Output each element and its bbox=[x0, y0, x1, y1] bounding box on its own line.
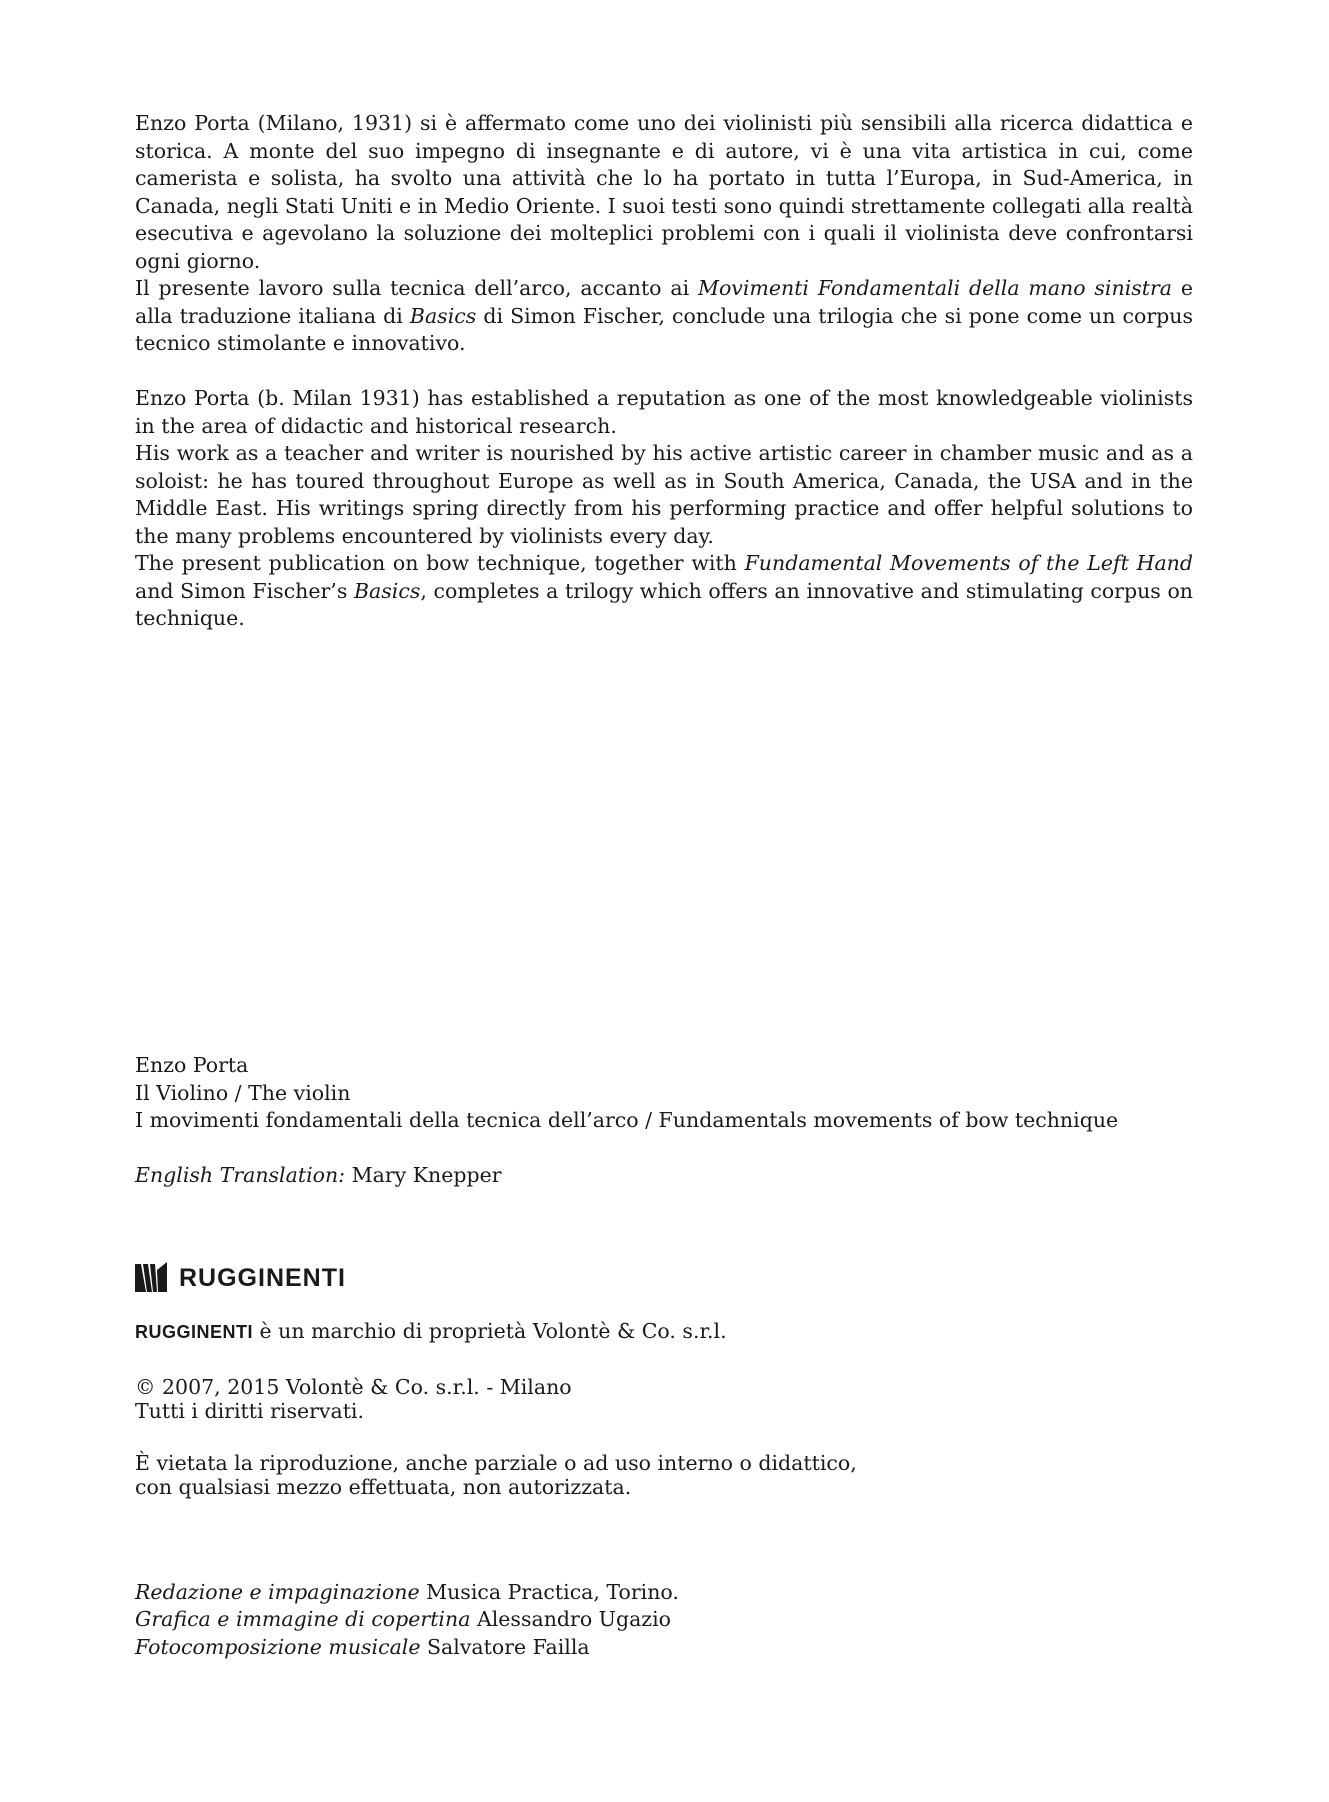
book-title-basics-en: Basics bbox=[353, 578, 421, 603]
copyright-line: © 2007, 2015 Volontè & Co. s.r.l. - Milano bbox=[135, 1374, 572, 1399]
rights-reserved-line: Tutti i diritti riservati. bbox=[135, 1398, 365, 1423]
publisher-name: RUGGINENTI bbox=[179, 1263, 346, 1292]
bio-italian-paragraph-2: Il presente lavoro sulla tecnica dell’arco, accanto ai Movimenti Fondamentali della mano sinistra e alla traduzione italiana di Basics di Simon Fischer, conclude una trilogia che si pone come un corpus tecnico stimolante e innovativo. bbox=[135, 276, 1194, 355]
bio-english-paragraph-3: The present publication on bow technique, together with Fundamental Movements of the Left Hand and Simon Fischer’s Basics, completes a trilogy which offers an innovative and stimulating corpus on technique. bbox=[135, 551, 1193, 630]
credit-title: I movimenti fondamentali della tecnica dell’arco / Fundamentals movements of bow technique bbox=[135, 1108, 1119, 1132]
legal-notice bbox=[135, 1318, 1235, 1661]
credit-series: Il Violino / The violin bbox=[135, 1080, 351, 1105]
credit-author: Enzo Porta bbox=[135, 1053, 249, 1077]
bio-italian-paragraph-1: Enzo Porta (Milano, 1931) si è affermato come uno dei violinisti più sensibili alla ricerca didattica e storica. A monte del suo impegno di insegnante e di autore, vi è una vita artistica in cui, come camerista e solista, ha svolto una attività che lo ha portato in tutta l’Europa, in Sud-America, in Canada, negli Stati Uniti e in Medio Oriente. I suoi testi sono quindi strettamente collegati alla realtà esecutiva e agevolano la soluzione dei molteplici problemi con i quali il violinista deve confrontarsi ogni giorno. bbox=[135, 111, 1193, 273]
book-title-basics-it: Basics bbox=[409, 303, 477, 328]
book-title-left-hand-it: Movimenti Fondamentali della mano sinistra bbox=[697, 276, 1173, 300]
prohibition-line-2: con qualsiasi mezzo effettuata, non autorizzata. bbox=[135, 1474, 632, 1499]
production-music-typesetting: Fotocomposizione musicale Salvatore Failla bbox=[135, 1634, 590, 1659]
bio-english-paragraph-1: Enzo Porta (b. Milan 1931) has established a reputation as one of the most knowledgeable violinists in the area of didactic and historical research. bbox=[135, 386, 1193, 438]
credit-translation: English Translation: Mary Knepper bbox=[135, 1163, 502, 1187]
book-credits bbox=[135, 1052, 1235, 1190]
bio-english-paragraph-2: His work as a teacher and writer is nourished by his active artistic career in chamber music and as a soloist: he has toured throughout Europe as well as in South America, Canada, the USA and in the Middle East. His writings spring directly from his performing practice and offer helpful solutions to the many problems encountered by violinists every day. bbox=[135, 441, 1193, 548]
publisher-brand bbox=[135, 1262, 346, 1294]
production-cover: Grafica e immagine di copertina Alessandro Ugazio bbox=[135, 1607, 671, 1631]
author-biography bbox=[135, 110, 1193, 633]
rugginenti-logo-icon bbox=[135, 1262, 167, 1294]
trademark-notice: RUGGINENTI è un marchio di proprietà Volontè & Co. s.r.l. bbox=[135, 1319, 727, 1343]
book-title-left-hand-en: Fundamental Movements of the Left Hand bbox=[744, 551, 1193, 575]
prohibition-line-1: È vietata la riproduzione, anche parziale o ad uso interno o didattico, bbox=[135, 1450, 857, 1475]
production-editing: Redazione e impaginazione Musica Practica, Torino. bbox=[135, 1579, 679, 1604]
